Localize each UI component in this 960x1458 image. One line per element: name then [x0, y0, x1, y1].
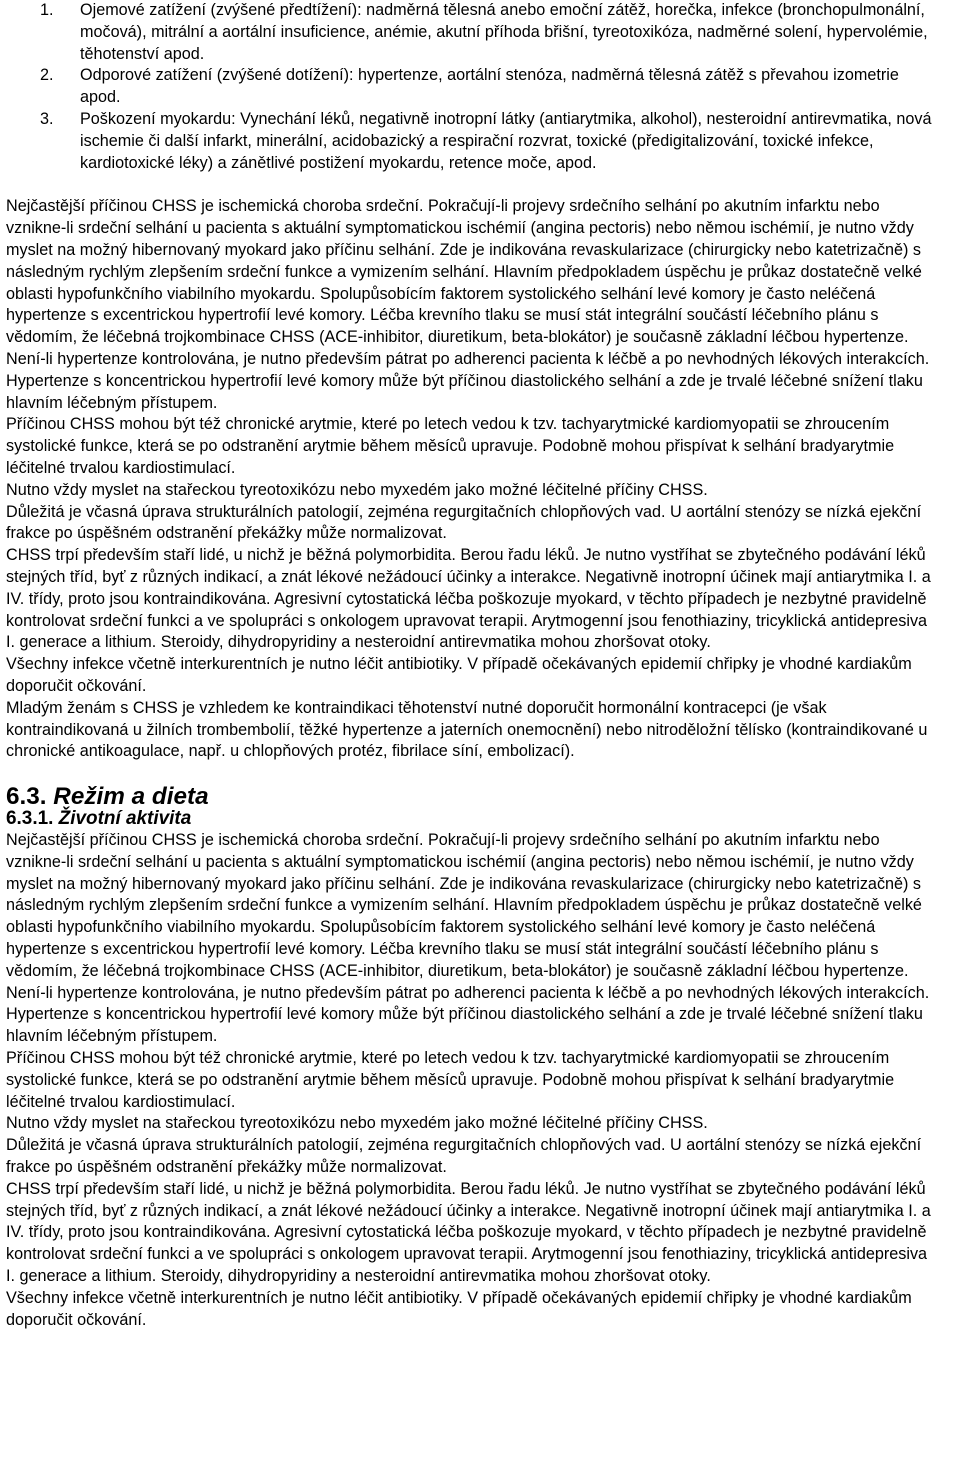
paragraph: Nutno vždy myslet na stařeckou tyreotoxikózu nebo myxedém jako možné léčitelné příčiny CHSS. [6, 480, 708, 499]
subsection-heading [6, 808, 960, 830]
list-number: 1. [40, 1, 54, 19]
list-text: Odporové zatížení (zvýšené dotížení): hypertenze, aortální stenóza, nadměrná tělesná zátěž s převahou izometrie apod. [80, 66, 899, 107]
section-causes [6, 196, 940, 763]
list-text: Ojemové zatížení (zvýšené předtížení): nadměrná tělesná anebo emoční zátěž, horečka, infekce (bronchopulmonální, močová), mitrální a aortální insuficience, anémie, akutní příhoda břišní, tyreotoxikóza, nadměrné solení, hypervolémie, těhotenství apod. [80, 1, 928, 63]
heading-title: Životní aktivita [58, 808, 192, 830]
paragraph: Příčinou CHSS mohou být též chronické arytmie, které po letech vedou k tzv. tachyarytmické kardiomyopatii se zhroucením systolické funkce, která se po odstranění arytmie během měsíců upravuje. Podobně mohou přispívat k selhání bradyarytmie léčitelné trvalou kardiostimulací. [6, 415, 895, 477]
list-number: 3. [40, 109, 54, 128]
list-number: 2. [40, 66, 54, 85]
paragraph: Důležitá je včasná úprava strukturálních patologií, zejména regurgitačních chlopňových vad. U aortální stenózy se nízká ejekční frakce po úspěšném odstranění překážky může normalizovat. [6, 1136, 922, 1177]
list-item [6, 0, 938, 65]
heading-title: Režim a dieta [53, 783, 209, 811]
list-item [6, 109, 938, 174]
paragraph: CHSS trpí především staří lidé, u nichž je běžná polymorbidita. Berou řadu léků. Je nutno vystříhat se zbytečného podávání léků stejných tříd, byť z různých indikací, a znát lékové nežádoucí účinky a interakce. Negativně inotropní účinek mají antiarytmika I. a IV. třídy, proto jsou kontraindikována. Agresivní cytostatická léčba poškozuje myokard, v těchto případech je nezbytné pravidelně kontrolovat srdeční funkci a ve spolupráci s onkologem upravovat terapii. Arytmogenní jsou fenothiaziny, tricyklická antidepresiva I. generace a lithium. Steroidy, dihydropyridiny a nesteroidní antirevmatika mohou zhoršovat otoky. [6, 1179, 931, 1286]
paragraph: Nejčastější příčinou CHSS je ischemická choroba srdeční. Pokračují-li projevy srdečního selhání po akutním infarktu nebo vznikne-li srdeční selhání u pacienta s aktuální symptomatickou ischémií (angina pectoris) nebo němou ischémií, je nutno vždy myslet na možný hibernovaný myokard jako příčinu selhání. Zde je indikována revaskularizace (chirurgicky nebo katetrizačně) s následným rychlým zlepšením srdeční funkce a vymizením selhání. Hlavním předpokladem úspěchu je průkaz dostatečně velké oblasti hypofunkčního viabilního myokardu. Spolupůsobícím faktorem systolického selhání levé komory je často neléčená hypertenze s excentrickou hypertrofií levé komory. Léčba krevního tlaku se musí stát integrální součástí léčebního plánu s vědomím, že léčebná trojkombinace CHSS (ACE-inhibitor, diuretikum, beta-blokátor) je současně základní léčbou hypertenze. Není-li hypertenze kontrolována, je nutno především pátrat po adherenci pacienta k léčbě a po nevhodných lékových interakcích. Hypertenze s koncentrickou hypertrofií levé komory může být příčinou diastolického selhání a zde je trvalé léčebné snížení tlaku hlavním léčebným přístupem. [6, 831, 930, 1046]
paragraph: Nutno vždy myslet na stařeckou tyreotoxikózu nebo myxedém jako možné léčitelné příčiny CHSS. [6, 1114, 708, 1133]
paragraph: Všechny infekce včetně interkurentních je nutno léčit antibiotiky. V případě očekávaných epidemií chřipky je vhodné kardiakům doporučit očkování. [6, 655, 912, 695]
list-item [6, 65, 938, 109]
list-text: Poškození myokardu: Vynechání léků, negativně inotropní látky (antiarytmika, alkohol), nesteroidní antirevmatika, nová ischemie či další infarkt, minerální, acidobazický a respirační rozvrat, toxické (předigitalizování, toxické infekce, kardiotoxické léky) a zánětlivé postižení myokardu, retence moče, apod. [80, 109, 932, 172]
paragraph: Důležitá je včasná úprava strukturálních patologií, zejména regurgitačních chlopňových vad. U aortální stenózy se nízká ejekční frakce po úspěšném odstranění překážky může normalizovat. [6, 502, 922, 543]
paragraph: Příčinou CHSS mohou být též chronické arytmie, které po letech vedou k tzv. tachyarytmické kardiomyopatii se zhroucením systolické funkce, která se po odstranění arytmie během měsíců upravuje. Podobně mohou přispívat k selhání bradyarytmie léčitelné trvalou kardiostimulací. [6, 1049, 895, 1111]
section-life-activity [6, 830, 940, 1331]
heading-number: 6.3.1. [6, 808, 54, 830]
causes-list [6, 0, 960, 174]
paragraph: Všechny infekce včetně interkurentních je nutno léčit antibiotiky. V případě očekávaných epidemií chřipky je vhodné kardiakům doporučit očkování. [6, 1288, 912, 1329]
paragraph: Mladým ženám s CHSS je vzhledem ke kontraindikaci těhotenství nutné doporučit hormonální kontracepci (je však kontraindikovaná u žilních trombembolií, těžké hypertenze a jaterních onemocnění) nebo nitroděložní tělísko (kontraindikované u chronické antikoagulace, např. u chlopňových protéz, fibrilace síní, embolizací). [6, 698, 928, 761]
paragraph: CHSS trpí především staří lidé, u nichž je běžná polymorbidita. Berou řadu léků. Je nutno vystříhat se zbytečného podávání léků stejných tříd, byť z různých indikací, a znát lékové nežádoucí účinky a interakce. Negativně inotropní účinek mají antiarytmika I. a IV. třídy, proto jsou kontraindikována. Agresivní cytostatická léčba poškozuje myokard, v těchto případech je nezbytné pravidelně kontrolovat srdeční funkci a ve spolupráci s onkologem upravovat terapii. Arytmogenní jsou fenothiaziny, tricyklická antidepresiva I. generace a lithium. Steroidy, dihydropyridiny a nesteroidní antirevmatika mohou zhoršovat otoky. [6, 546, 931, 652]
heading-number: 6.3. [6, 783, 47, 811]
section-heading [6, 783, 960, 811]
paragraph: Nejčastější příčinou CHSS je ischemická choroba srdeční. Pokračují-li projevy srdečního selhání po akutním infarktu nebo vznikne-li srdeční selhání u pacienta s aktuální symptomatickou ischémií (angina pectoris) nebo němou ischémií, je nutno vždy myslet na možný hibernovaný myokard jako příčinu selhání. Zde je indikována revaskularizace (chirurgicky nebo katetrizačně) s následným rychlým zlepšením srdeční funkce a vymizením selhání. Hlavním předpokladem úspěchu je průkaz dostatečně velké oblasti hypofunkčního viabilního myokardu. Spolupůsobícím faktorem systolického selhání levé komory je často neléčená hypertenze s excentrickou hypertrofií levé komory. Léčba krevního tlaku se musí stát integrální součástí léčebního plánu s vědomím, že léčebná trojkombinace CHSS (ACE-inhibitor, diuretikum, beta-blokátor) je současně základní léčbou hypertenze. Není-li hypertenze kontrolována, je nutno především pátrat po adherenci pacienta k léčbě a po nevhodných lékových interakcích. Hypertenze s koncentrickou hypertrofií levé komory může být příčinou diastolického selhání a zde je trvalé léčebné snížení tlaku hlavním léčebným přístupem. [6, 197, 930, 412]
